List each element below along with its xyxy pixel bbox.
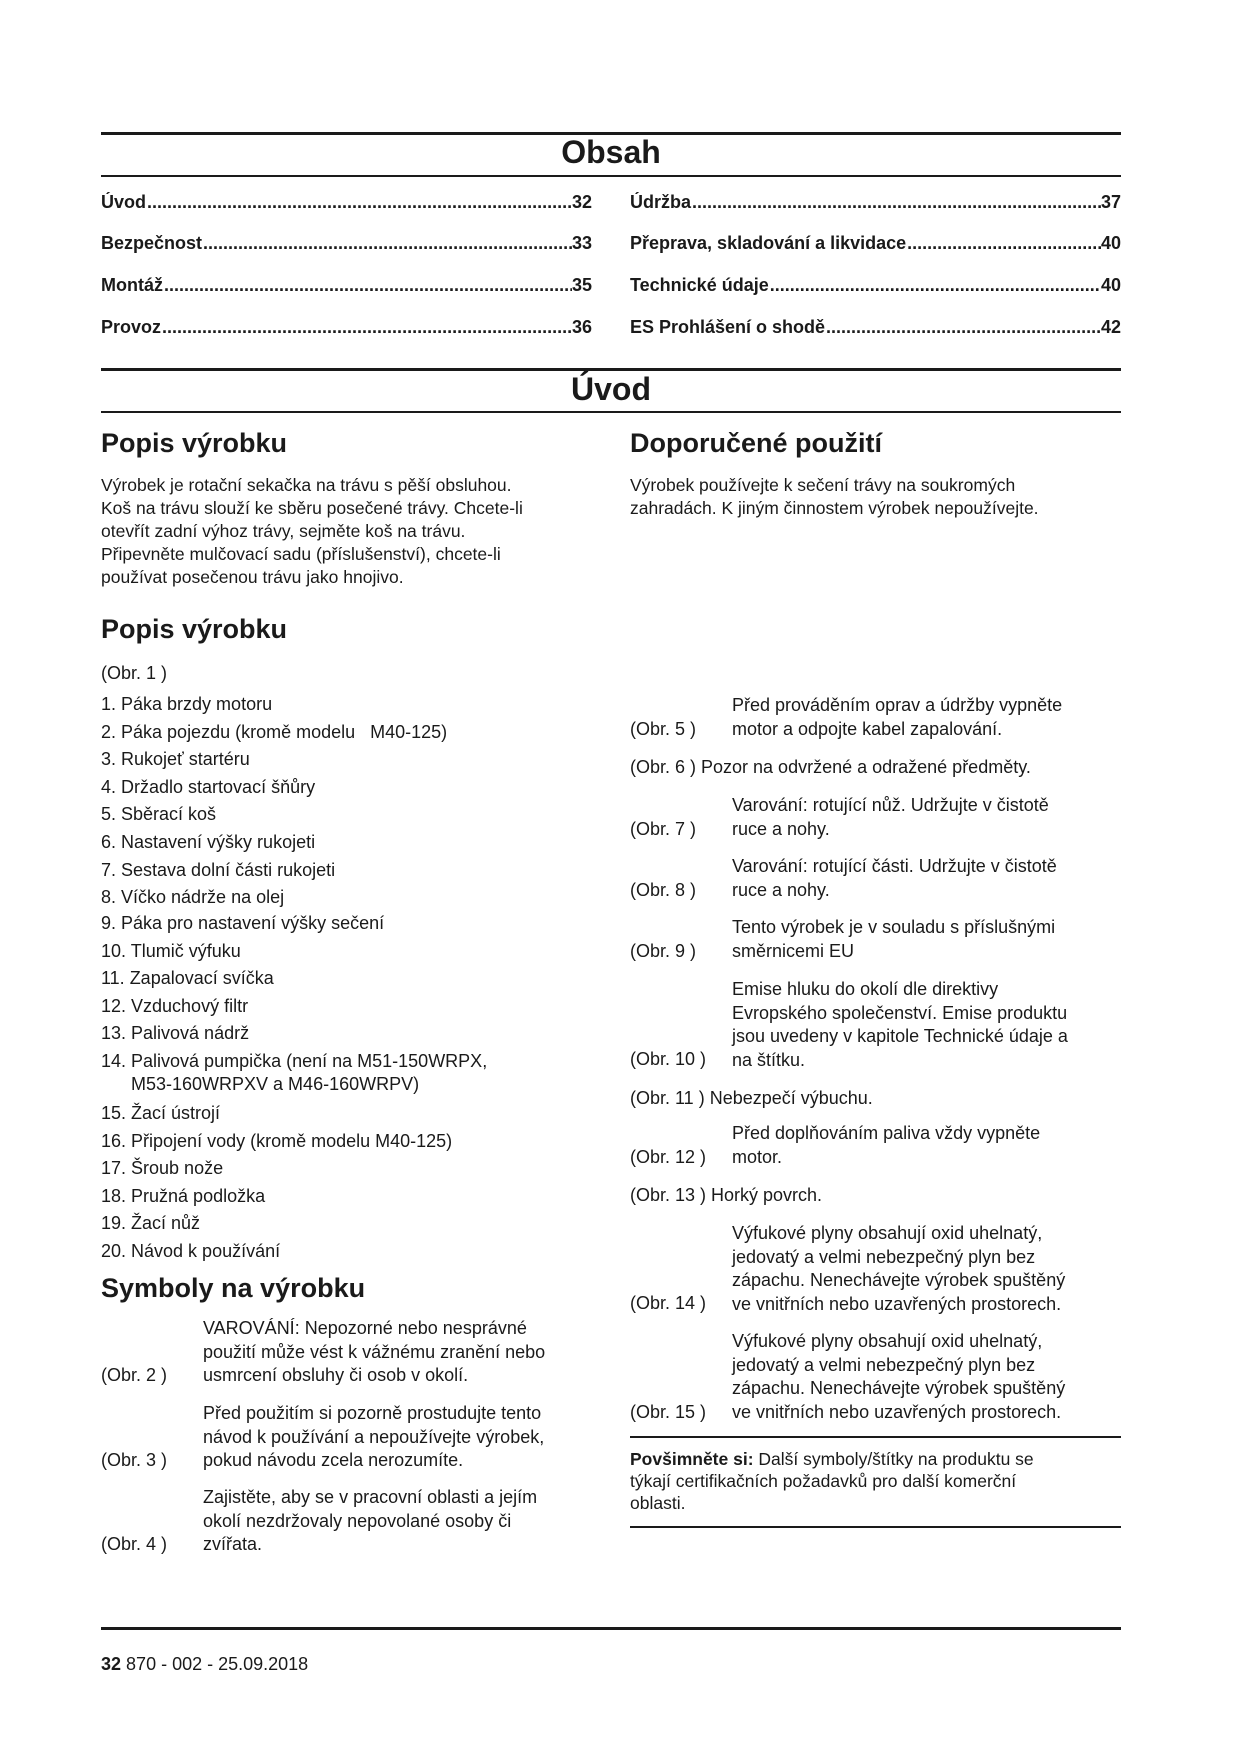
footer	[101, 1654, 308, 1675]
toc-entry-udrzba[interactable]	[630, 192, 1121, 213]
toc-entry-label: ES Prohlášení o shodě	[630, 317, 826, 337]
toc-entry-es[interactable]	[630, 317, 1121, 338]
list-item: 9. Páka pro nastavení výšky sečení	[101, 913, 385, 933]
symbols-heading: Symboly na výrobku	[101, 1273, 366, 1303]
symbol-ref: (Obr. 15 )	[630, 1402, 707, 1422]
toc-entry-page: 36	[571, 317, 592, 337]
list-item: 7. Sestava dolní části rukojeti	[101, 860, 336, 880]
list-item: 20. Návod k používání	[101, 1241, 281, 1261]
list-item: 11. Zapalovací svíčka	[101, 968, 274, 988]
symbol-text: Výfukové plyny obsahují oxid uhelnatý, jedovatý a velmi nebezpečný plyn bez zápachu. Nenechávejte výrobek spuštěný ve vnitřních nebo uzavřených prostorech.	[732, 1331, 1066, 1422]
toc-entry-bezpecnost[interactable]	[101, 233, 592, 254]
symbol-ref: (Obr. 7 )	[630, 819, 697, 839]
list-item: 2. Páka pojezdu (kromě modelu M40-125)	[101, 722, 448, 742]
symbol-ref: (Obr. 3 )	[101, 1450, 168, 1470]
toc-entry-page: 40	[1100, 233, 1121, 253]
footer-rule	[101, 1627, 1121, 1630]
list-item: 18. Pružná podložka	[101, 1186, 266, 1206]
list-item: 8. Víčko nádrže na olej	[101, 887, 285, 907]
toc-entry-technicke[interactable]	[630, 275, 1121, 296]
intro-title-rule	[101, 411, 1121, 413]
toc-entry-preprava[interactable]	[630, 233, 1121, 254]
list-item: 1. Páka brzdy motoru	[101, 694, 273, 714]
toc-entry-uvod[interactable]	[101, 192, 592, 213]
toc-entry-label: Technické údaje	[630, 275, 769, 295]
toc-entry-label: Úvod	[101, 192, 146, 212]
toc-entry-page: 37	[1100, 192, 1121, 212]
toc-entry-label: Bezpečnost	[101, 233, 203, 253]
symbol-ref: (Obr. 4 )	[101, 1534, 168, 1554]
symbol-ref: (Obr. 10 )	[630, 1049, 707, 1069]
figure-ref: (Obr. 1 )	[101, 663, 168, 683]
symbol-ref: (Obr. 14 )	[630, 1293, 707, 1313]
symbol-text: Varování: rotující nůž. Udržujte v čistotě ruce a nohy.	[732, 795, 1049, 839]
symbol-ref: (Obr. 2 )	[101, 1365, 168, 1385]
toc-entry-page: 40	[1100, 275, 1121, 295]
note-top-rule	[630, 1436, 1121, 1438]
list-item: 5. Sběrací koš	[101, 804, 217, 824]
list-item: 12. Vzduchový filtr	[101, 996, 249, 1016]
toc-entry-label: Přeprava, skladování a likvidace	[630, 233, 907, 253]
symbol-ref: (Obr. 9 )	[630, 941, 697, 961]
product-desc-text: Výrobek je rotační sekačka na trávu s pěší obsluhou. Koš na trávu slouží ke sběru posečené trávy. Chcete-li otevřít zadní výhoz trávy, sejměte koš na trávu. Připevněte mulčovací sadu (příslušenství), chcete-li používat posečenou trávu jako hnojivo.	[101, 475, 523, 587]
symbol-ref: (Obr. 13 ) Horký povrch.	[630, 1185, 823, 1205]
list-item: 10. Tlumič výfuku	[101, 941, 241, 961]
components-heading: Popis výrobku	[101, 614, 288, 644]
list-item: 14. Palivová pumpička (není na M51-150WRPX,	[101, 1051, 488, 1071]
toc-entry-provoz[interactable]	[101, 317, 592, 338]
product-desc-heading: Popis výrobku	[101, 428, 288, 458]
note-label: Povšimněte si:	[630, 1449, 754, 1469]
list-item: 16. Připojení vody (kromě modelu M40-125)	[101, 1131, 453, 1151]
list-item: 4. Držadlo startovací šňůry	[101, 777, 316, 797]
toc-entry-label: Provoz	[101, 317, 162, 337]
toc-entry-label: Údržba	[630, 192, 692, 212]
recommended-use-heading: Doporučené použití	[630, 428, 882, 458]
toc-title-rule	[101, 175, 1121, 177]
toc-entry-label: Montáž	[101, 275, 163, 295]
symbol-text: Emise hluku do okolí dle direktivy Evropského společenství. Emise produktu jsou uvedeny v kapitole Technické údaje a na štítku.	[732, 979, 1068, 1070]
symbol-ref: (Obr. 6 ) Pozor na odvržené a odražené předměty.	[630, 757, 1031, 777]
symbol-text: Před doplňováním paliva vždy vypněte motor.	[732, 1123, 1041, 1167]
toc-entry-montaz[interactable]	[101, 275, 592, 296]
doc-id: 870 - 002 - 25.09.2018	[126, 1654, 309, 1674]
list-item: 13. Palivová nádrž	[101, 1023, 250, 1043]
list-item: 17. Šroub nože	[101, 1158, 224, 1178]
symbol-text: Výfukové plyny obsahují oxid uhelnatý, jedovatý a velmi nebezpečný plyn bez zápachu. Nenechávejte výrobek spuštěný ve vnitřních nebo uzavřených prostorech.	[732, 1223, 1066, 1314]
toc-title: Obsah	[561, 134, 661, 170]
symbol-ref: (Obr. 5 )	[630, 719, 697, 739]
note-text: Povšimněte si: Další symboly/štítky na produktu se týkají certifikačních požadavků pro další komerční oblasti.	[630, 1449, 1034, 1513]
list-item: 15. Žací ústrojí	[101, 1103, 221, 1123]
toc-entry-page: 35	[571, 275, 592, 295]
list-item: M53-160WRPXV a M46-160WRPV)	[131, 1074, 420, 1094]
symbol-ref: (Obr. 8 )	[630, 880, 697, 900]
list-item: 19. Žací nůž	[101, 1213, 201, 1233]
toc-entry-page: 42	[1100, 317, 1121, 337]
page-number: 32	[101, 1654, 122, 1674]
symbol-text: Tento výrobek je v souladu s příslušnými směrnicemi EU	[732, 917, 1056, 961]
list-item: 3. Rukojeť startéru	[101, 749, 250, 769]
symbol-text: Před použitím si pozorně prostudujte tento návod k používání a nepoužívejte výrobek, pokud návodu zcela nerozumíte.	[203, 1403, 545, 1470]
recommended-use-text: Výrobek používejte k sečení trávy na soukromých zahradách. K jiným činnostem výrobek nepoužívejte.	[630, 475, 1039, 518]
symbol-text: Varování: rotující části. Udržujte v čistotě ruce a nohy.	[732, 856, 1057, 900]
list-item: 6. Nastavení výšky rukojeti	[101, 832, 316, 852]
toc-entry-page: 33	[571, 233, 592, 253]
symbol-ref: (Obr. 11 ) Nebezpečí výbuchu.	[630, 1088, 873, 1108]
symbol-ref: (Obr. 12 )	[630, 1147, 707, 1167]
symbol-text: Zajistěte, aby se v pracovní oblasti a jejím okolí nezdržovaly nepovolané osoby či zvířata.	[203, 1487, 538, 1554]
symbol-text: VAROVÁNÍ: Nepozorné nebo nesprávné použití může vést k vážnému zranění nebo usmrcení obsluhy či osob v okolí.	[203, 1318, 546, 1385]
note-bottom-rule	[630, 1526, 1121, 1528]
intro-title: Úvod	[571, 371, 651, 407]
toc-entry-page: 32	[571, 192, 592, 212]
symbol-text: Před prováděním oprav a údržby vypněte motor a odpojte kabel zapalování.	[732, 695, 1063, 739]
